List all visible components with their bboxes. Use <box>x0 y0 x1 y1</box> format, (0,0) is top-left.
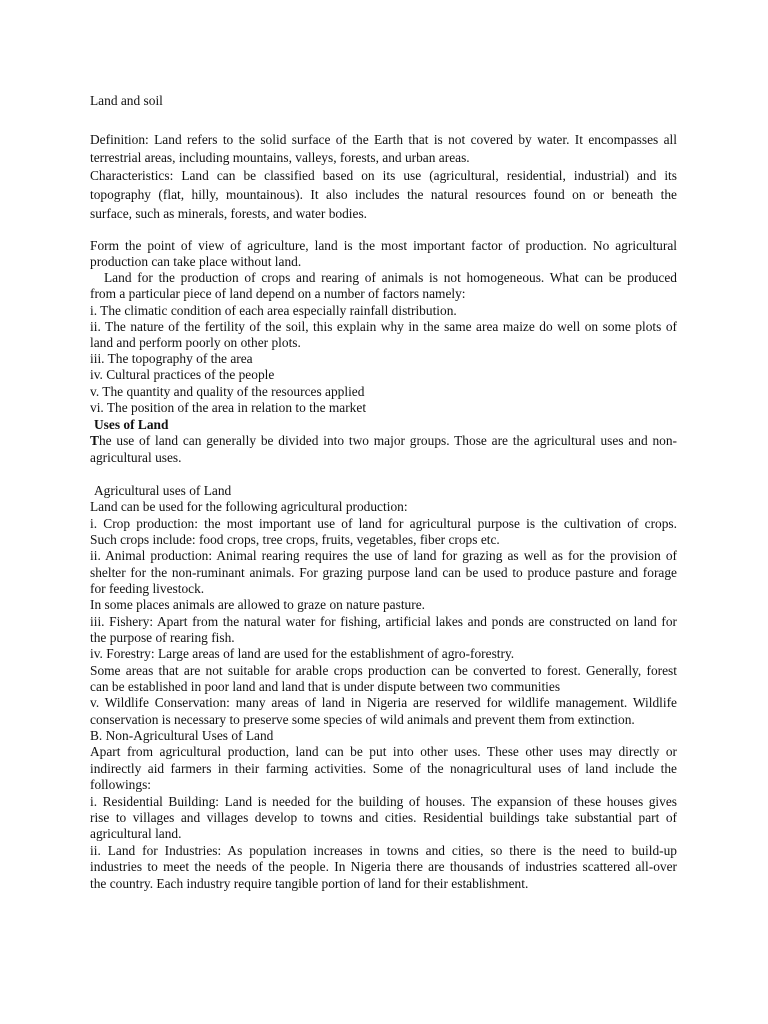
agri-line: iv. Forestry: Large areas of land are used for the establishment of agro-forestry. <box>90 646 515 661</box>
agri-heading: Agricultural uses of Land <box>94 483 232 498</box>
factor-item: vi. The position of the area in relation to the market <box>90 400 367 415</box>
definition-line: Definition: Land refers to the solid surface of the Earth that is not covered by water. It encompasses all <box>90 132 677 147</box>
agri-line: Some areas that are not suitable for arable crops production can be converted to forest. Generally, forest <box>90 663 677 678</box>
factor-item: iii. The topography of the area <box>90 351 253 366</box>
uses-intro-line: agricultural uses. <box>90 450 182 465</box>
nonagri-line: followings: <box>90 777 152 792</box>
agri-line: v. Wildlife Conservation: many areas of land in Nigeria are reserved for wildlife management. Wildlife <box>90 695 677 710</box>
uses-intro-line <box>90 433 677 449</box>
factor-item: i. The climatic condition of each area especially rainfall distribution. <box>90 303 457 318</box>
agri-line: ii. Animal production: Animal rearing requires the use of land for grazing as well as for the provision of <box>90 548 677 563</box>
nonagri-line: industries to meet the needs of the people. In Nigeria there are thousands of industries scattered all-over <box>90 859 677 874</box>
agriculture-intro-line: Form the point of view of agriculture, land is the most important factor of production. No agricultural <box>90 238 677 253</box>
agri-line: Such crops include: food crops, tree crops, fruits, vegetables, fiber crops etc. <box>90 532 500 547</box>
agri-line: In some places animals are allowed to graze on nature pasture. <box>90 597 426 612</box>
nonagri-line: indirectly aid farmers in their farming activities. Some of the nonagricultural uses of land include the <box>90 761 677 776</box>
characteristics-line: topography (flat, hilly, mountainous). It also includes the natural resources found on or beneath the <box>90 187 677 202</box>
agri-line: iii. Fishery: Apart from the natural water for fishing, artificial lakes and ponds are constructed on land for <box>90 614 677 629</box>
agri-line: Land can be used for the following agricultural production: <box>90 499 408 514</box>
nonagri-line: rise to villages and villages develop to towns and cities. Residential buildings take substantial part of <box>90 810 677 825</box>
characteristics-line: surface, such as minerals, forests, and water bodies. <box>90 206 368 221</box>
document-title: Land and soil <box>90 93 163 108</box>
nonagri-heading: B. Non-Agricultural Uses of Land <box>90 728 274 743</box>
nonagri-line: Apart from agricultural production, land can be put into other uses. These other uses may directly or <box>90 744 677 759</box>
uses-heading: Uses of Land <box>94 417 169 432</box>
definition-line: terrestrial areas, including mountains, valleys, forests, and urban areas. <box>90 150 470 165</box>
nonagri-line: agricultural land. <box>90 826 182 841</box>
factor-item: v. The quantity and quality of the resources applied <box>90 384 365 399</box>
factor-item: iv. Cultural practices of the people <box>90 367 275 382</box>
nonagri-line: the country. Each industry require tangible portion of land for their establishment. <box>90 876 529 891</box>
agri-line: for feeding livestock. <box>90 581 205 596</box>
agri-line: shelter for the non-ruminant animals. For grazing purpose land can be used to produce pasture and forage <box>90 565 677 580</box>
agriculture-intro-line: production can take place without land. <box>90 254 302 269</box>
agri-line: the purpose of rearing fish. <box>90 630 235 645</box>
characteristics-line: Characteristics: Land can be classified based on its use (agricultural, residential, industrial) and its <box>90 168 677 183</box>
drop-letter: T <box>90 433 99 448</box>
homogeneity-line: from a particular piece of land depend on a number of factors namely: <box>90 286 466 301</box>
agri-line: can be established in poor land and land that is under dispute between two communities <box>90 679 561 694</box>
agri-line: i. Crop production: the most important use of land for agricultural purpose is the cultivation of crops. <box>90 516 677 531</box>
nonagri-line: ii. Land for Industries: As population increases in towns and cities, so there is the need to build-up <box>90 843 677 858</box>
nonagri-line: i. Residential Building: Land is needed for the building of houses. The expansion of these houses gives <box>90 794 677 809</box>
factor-item: ii. The nature of the fertility of the soil, this explain why in the same area maize do well on some plots of <box>90 319 677 334</box>
factor-item: land and perform poorly on other plots. <box>90 335 301 350</box>
agri-line: conservation is necessary to preserve some species of wild animals and prevent them from extinction. <box>90 712 635 727</box>
uses-intro-text: he use of land can generally be divided into two major groups. Those are the agricultural uses and non- <box>98 433 677 448</box>
homogeneity-line: Land for the production of crops and rearing of animals is not homogeneous. What can be produced <box>104 270 677 285</box>
